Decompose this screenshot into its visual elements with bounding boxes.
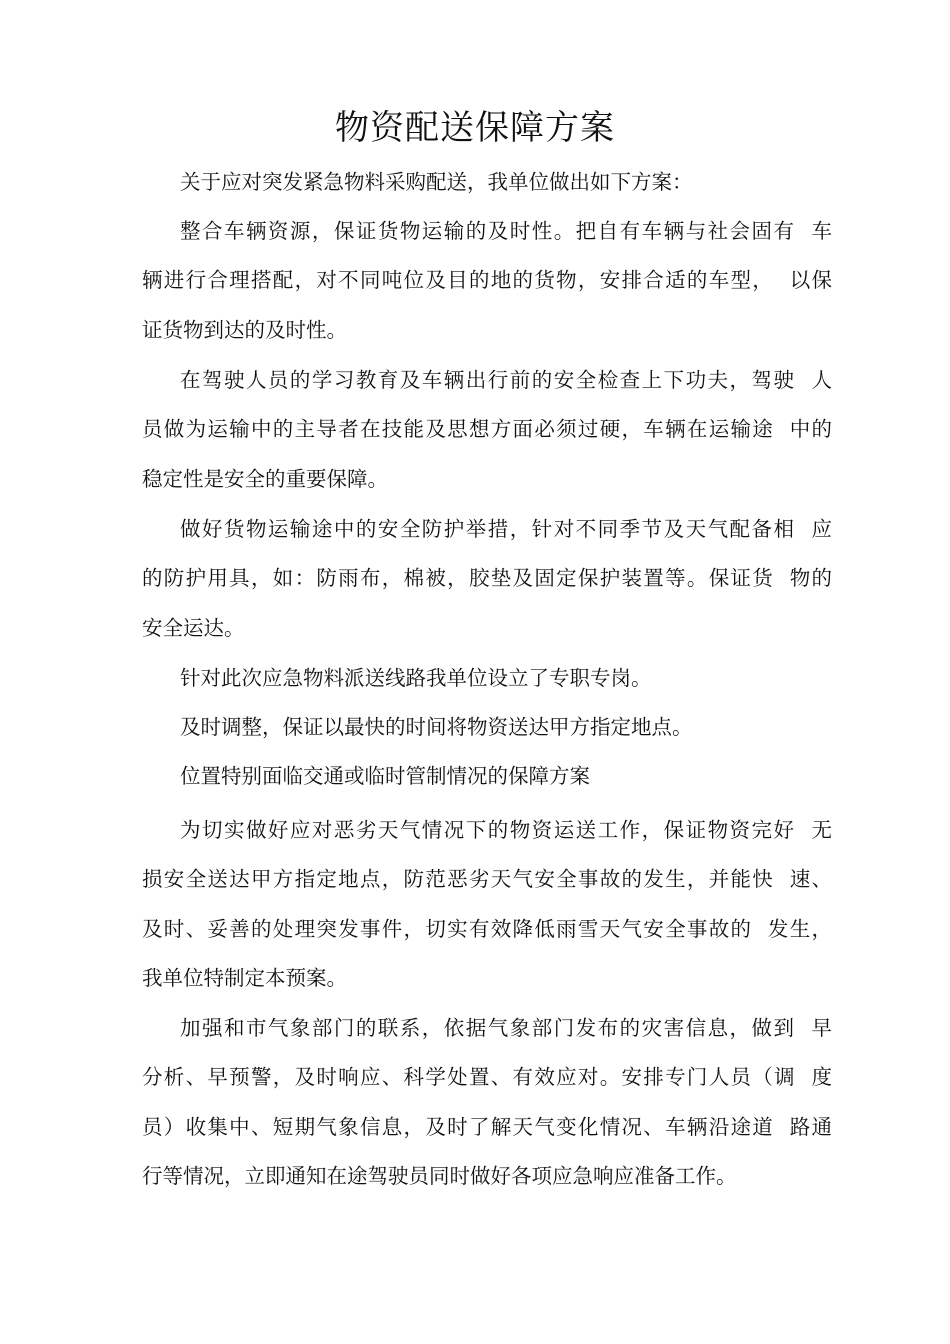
paragraph-line: 为切实做好应对恶劣天气情况下的物资运送工作，保证物资完好 无	[180, 818, 832, 842]
paragraph-line: 整合车辆资源，保证货物运输的及时性。把自有车辆与社会固有 车	[180, 219, 832, 243]
paragraph-weather-liaison	[142, 1004, 832, 1202]
paragraph-line: 加强和市气象部门的联系，依据气象部门发布的灾害信息，做到 早	[180, 1016, 832, 1040]
paragraph-line: 员做为运输中的主导者在技能及思想方面必须过硬，车辆在运输途 中的	[142, 417, 832, 442]
paragraph-cargo-protection	[142, 505, 832, 653]
paragraph-line: 分析、早预警，及时响应、科学处置、有效应对。安排专门人员（调 度	[142, 1065, 832, 1090]
paragraph-line: 及时调整，保证以最快的时间将物资送达甲方指定地点。	[180, 715, 693, 739]
paragraph-line: 及时、妥善的处理突发事件，切实有效降低雨雪天气安全事故的 发生，	[142, 916, 832, 941]
paragraph-line: 辆进行合理搭配，对不同吨位及目的地的货物，安排合适的车型， 以保	[142, 268, 832, 293]
paragraph-vehicle-resources	[142, 207, 832, 355]
paragraph-line: 稳定性是安全的重要保障。	[142, 466, 388, 491]
paragraph-line: 在驾驶人员的学习教育及车辆出行前的安全检查上下功夫，驾驶 人	[180, 368, 832, 392]
paragraph-line: 的防护用具，如：防雨布，棉被，胶垫及固定保护装置等。保证货 物的	[142, 566, 832, 591]
paragraph-bad-weather-plan	[142, 806, 832, 1004]
paragraph-line: 做好货物运输途中的安全防护举措，针对不同季节及天气配备相 应	[180, 517, 832, 541]
paragraph-intro	[142, 158, 832, 207]
paragraph-line: 员）收集中、短期气象信息，及时了解天气变化情况、车辆沿途道 路通	[142, 1114, 832, 1139]
paragraph-section-heading	[142, 752, 832, 801]
document-title: 物资配送保障方案	[335, 108, 615, 148]
paragraph-timely-adjustment	[142, 703, 832, 752]
paragraph-line: 损安全送达甲方指定地点，防范恶劣天气安全事故的发生，并能快 速、	[142, 867, 832, 892]
paragraph-line: 证货物到达的及时性。	[142, 317, 347, 342]
paragraph-line: 位置特别面临交通或临时管制情况的保障方案	[180, 764, 590, 788]
paragraph-dedicated-post	[142, 654, 832, 703]
paragraph-line: 关于应对突发紧急物料采购配送，我单位做出如下方案：	[180, 170, 693, 194]
paragraph-line: 针对此次应急物料派送线路我单位设立了专职专岗。	[180, 666, 652, 690]
paragraph-driver-training	[142, 356, 832, 504]
paragraph-line: 我单位特制定本预案。	[142, 966, 347, 991]
paragraph-line: 安全运达。	[142, 615, 245, 640]
paragraph-line: 行等情况，立即通知在途驾驶员同时做好各项应急响应准备工作。	[142, 1164, 737, 1189]
